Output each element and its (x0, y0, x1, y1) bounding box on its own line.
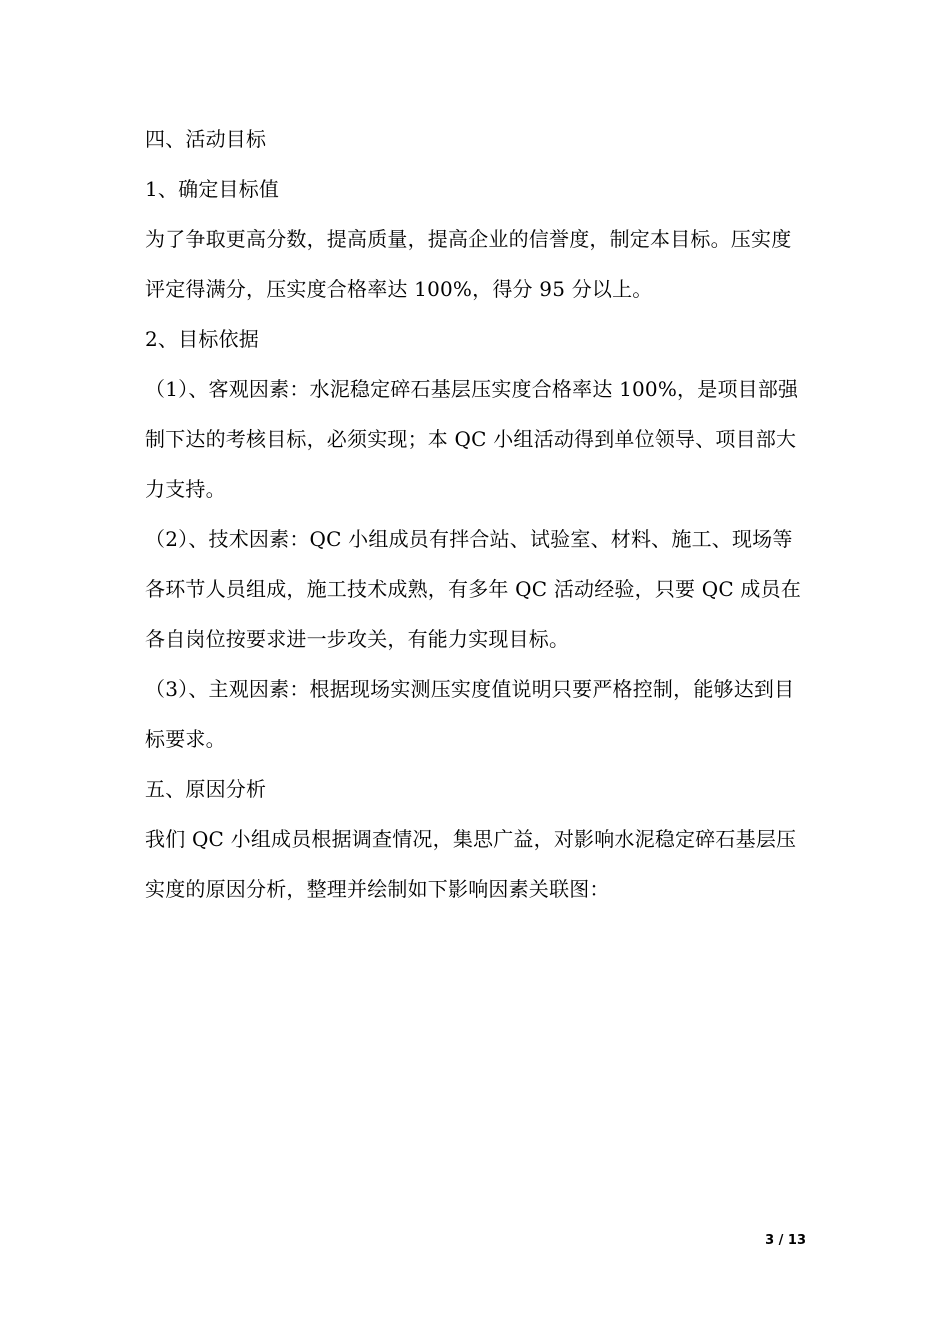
paragraph-cause-analysis: 我们 QC 小组成员根据调查情况，集思广益，对影响水泥稳定碎石基层压实度的原因分析，整理并绘制如下影响因素关联图： (145, 827, 797, 901)
subheading-target-value: 1、确定目标值 (145, 177, 280, 201)
subheading-target-basis: 2、目标依据 (145, 327, 259, 351)
heading-activity-goal: 四、活动目标 (145, 127, 267, 151)
paragraph-target-value: 为了争取更高分数，提高质量，提高企业的信誉度，制定本目标。压实度评定得满分，压实度合格率达 100%，得分 95 分以上。 (145, 227, 792, 301)
document-body (145, 114, 810, 914)
paragraph-objective-factors: （1）、客观因素：水泥稳定碎石基层压实度合格率达 100%，是项目部强制下达的考核目标，必须实现；本 QC 小组活动得到单位领导、项目部大力支持。 (145, 377, 799, 501)
paragraph-technical-factors: （2）、技术因素：QC 小组成员有拌合站、试验室、材料、施工、现场等各环节人员组成，施工技术成熟，有多年 QC 活动经验，只要 QC 成员在各自岗位按要求进一步攻关，有能力实现目标。 (145, 527, 802, 651)
page-number: 3 / 13 (765, 1233, 806, 1248)
heading-cause-analysis: 五、原因分析 (145, 777, 267, 801)
paragraph-subjective-factors: （3）、主观因素：根据现场实测压实度值说明只要严格控制，能够达到目标要求。 (145, 677, 795, 751)
